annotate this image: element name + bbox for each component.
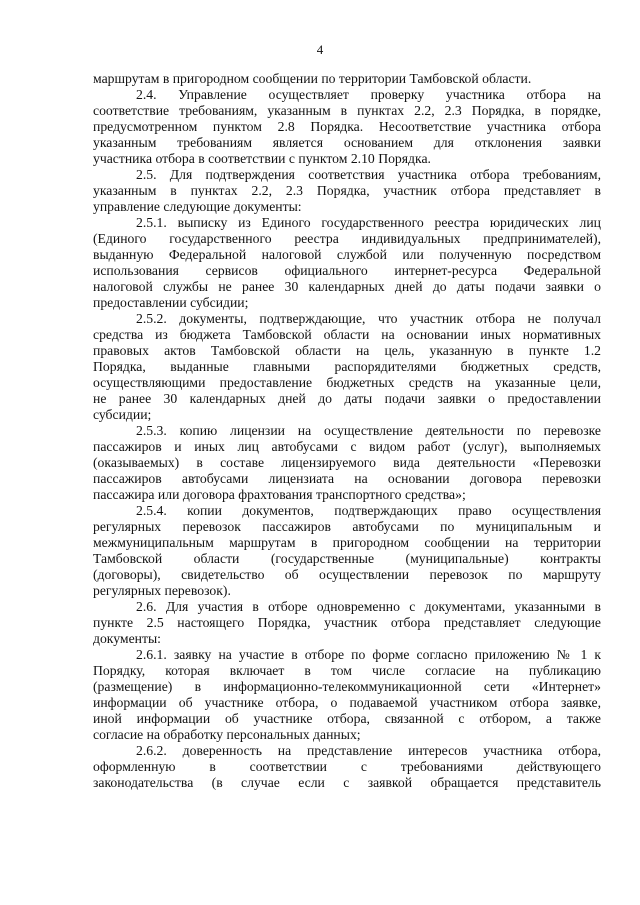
text-line: 2.5.1. выписку из Единого государственного реестра юридических лиц [136,215,601,230]
text-line: указанным в пунктах 2.2, 2.3 Порядка, участник отбора представляет в [93,183,601,198]
text-line: 2.5.2. документы, подтверждающие, что участник отбора не получал [136,311,601,326]
text-line: субсидии; [93,407,152,422]
text-line: Тамбовской области (государственные (муниципальные) контракты [93,551,601,566]
text-line: управление следующие документы: [93,199,302,214]
text-line: средства из бюджета Тамбовской области на основании иных нормативных [93,327,601,342]
text-line: (оказываемых) в составе лицензируемого вида деятельности «Перевозки [93,455,601,470]
text-line: (Единого государственного реестра индивидуальных предпринимателей), [93,231,601,246]
text-line: правовых актов Тамбовской области на цель, указанную в пункте 1.2 [93,343,601,358]
page-number: 4 [316,42,324,57]
text-line: использования сервисов официального интернет-ресурса Федеральной [93,263,601,278]
text-line: оформленную в соответствии с требованиями действующего [93,759,601,774]
text-line: регулярных перевозок пассажиров автобусами по муниципальным и [93,519,601,534]
text-line: предусмотренном пунктом 2.8 Порядка. Несоответствие участника отбора [93,119,601,134]
document-body [93,71,601,791]
text-line: участника отбора в соответствии с пунктом 2.10 Порядка. [93,151,431,166]
text-line: 2.5. Для подтверждения соответствия участника отбора требованиям, [136,167,601,182]
text-line: регулярных перевозок). [93,583,231,598]
text-line: документы: [93,631,161,646]
text-line: 2.5.4. копии документов, подтверждающих право осуществления [136,503,601,518]
text-line: не ранее 30 календарных дней до даты подачи заявки о предоставлении [93,391,601,406]
text-line: межмуниципальным маршрутам в пригородном сообщении на территории [93,535,601,550]
text-line: 2.4. Управление осуществляет проверку участника отбора на [136,87,601,102]
text-line: пассажиров и иных лиц автобусами с видом работ (услуг), выполняемых [93,439,601,454]
text-line: пассажиров автобусами лицензиата на основании договора перевозки [93,471,601,486]
text-line: предоставлении субсидии; [93,295,249,310]
text-line: пассажира или договора фрахтования транспортного средства»; [93,487,466,502]
text-line: пункте 2.5 настоящего Порядка, участник отбора представляет следующие [93,615,601,630]
text-line: 2.5.3. копию лицензии на осуществление деятельности по перевозке [136,423,601,438]
text-line: маршрутам в пригородном сообщении по территории Тамбовской области. [93,71,532,86]
text-line: 2.6. Для участия в отборе одновременно с документами, указанными в [136,599,601,614]
text-line: осуществляющими предоставление бюджетных средств на указанные цели, [93,375,601,390]
text-line: выданную Федеральной налоговой службой или полученную посредством [93,247,601,262]
text-line: Порядку, которая включает в том числе согласие на публикацию [93,663,601,678]
text-line: (размещение) в информационно-телекоммуникационной сети «Интернет» [93,679,601,694]
text-line: налоговой службы не ранее 30 календарных дней до даты подачи заявки о [93,279,601,294]
text-line: 2.6.1. заявку на участие в отборе по форме согласно приложению № 1 к [136,647,601,662]
text-line: иной информации об участнике отбора, связанной с отбором, а также [93,711,601,726]
text-line: Порядка, выданные главными распорядителями бюджетных средств, [93,359,601,374]
text-line: указанным требованиям является основанием для отклонения заявки [93,135,601,150]
text-line: законодательства (в случае если с заявкой обращается представитель [93,775,601,790]
text-line: (договоры), свидетельство об осуществлении перевозок по маршруту [93,567,601,582]
text-line: соответствие требованиям, указанным в пунктах 2.2, 2.3 Порядка, в порядке, [93,103,601,118]
text-line: 2.6.2. доверенность на представление интересов участника отбора, [136,743,601,758]
text-line: согласие на обработку персональных данных; [93,727,361,742]
text-line: информации об участнике отбора, о подаваемой участником отбора заявке, [93,695,601,710]
